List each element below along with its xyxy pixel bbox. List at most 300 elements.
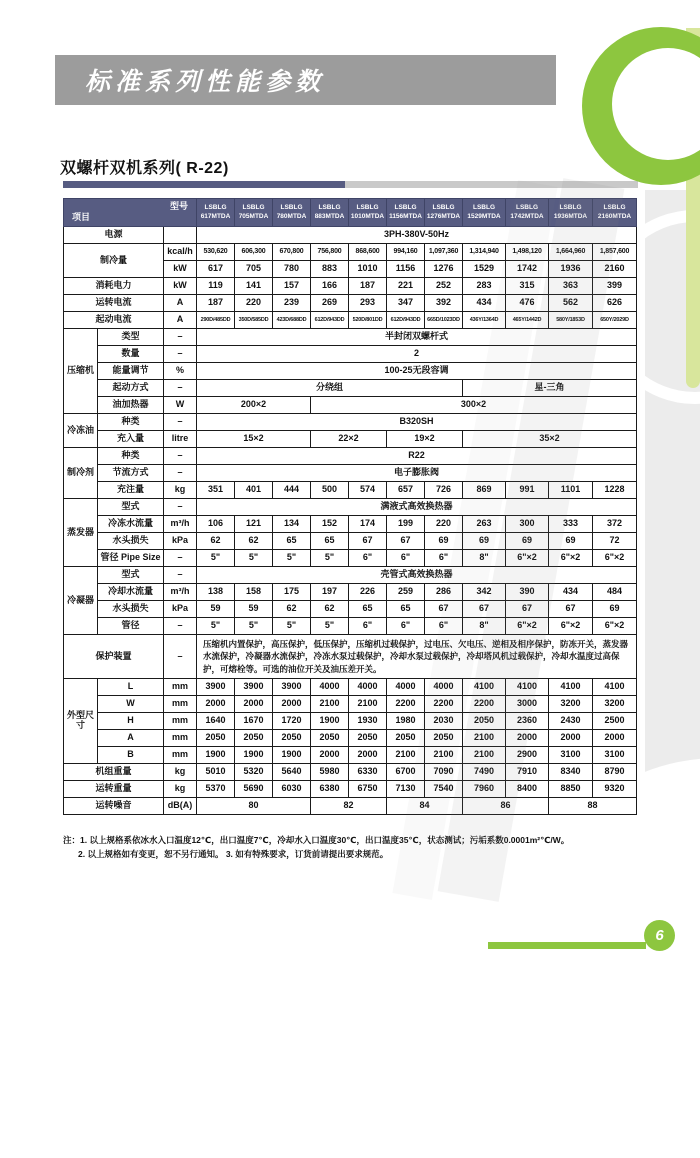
table-row <box>64 516 637 533</box>
model-brand: LSBLG <box>356 203 379 211</box>
value-cell: 5" <box>235 550 273 567</box>
unit-cell: kg <box>164 763 197 780</box>
value-cell: 187 <box>349 278 387 295</box>
group-label: 冷凝器 <box>64 567 98 635</box>
model-brand: LSBLG <box>603 203 626 211</box>
value-cell: 5010 <box>197 763 235 780</box>
value-cell: 530,620 <box>197 244 235 261</box>
corner-cell <box>64 199 197 227</box>
value-cell: 423D/688DD <box>273 312 311 329</box>
notes <box>63 833 633 862</box>
spec-table-body <box>64 227 637 815</box>
row-label: 冷冻水流量 <box>98 516 164 533</box>
value-cell: 2050 <box>463 712 506 729</box>
table-row <box>64 499 637 516</box>
value-cell: 80 <box>197 797 311 814</box>
unit-cell: kW <box>164 278 197 295</box>
value-cell: 2900 <box>506 746 549 763</box>
value-cell: 62 <box>197 533 235 550</box>
value-cell: 3900 <box>235 678 273 695</box>
value-cell: 5" <box>311 550 349 567</box>
row-label: H <box>98 712 164 729</box>
value-cell: 69 <box>549 533 593 550</box>
value-cell: 1670 <box>235 712 273 729</box>
value-cell: 2050 <box>197 729 235 746</box>
table-row <box>64 729 637 746</box>
table-row <box>64 635 637 679</box>
model-header-cell <box>197 199 235 227</box>
value-cell: 221 <box>387 278 425 295</box>
row-label: 管径 <box>98 618 164 635</box>
value-cell: 8" <box>463 618 506 635</box>
row-label: 充入量 <box>98 431 164 448</box>
value-cell: 6"×2 <box>549 550 593 567</box>
value-cell: 665D/1023DD <box>425 312 463 329</box>
value-cell: 6380 <box>311 780 349 797</box>
unit-cell <box>164 227 197 244</box>
value-cell: 2100 <box>349 695 387 712</box>
value-cell: 5" <box>197 618 235 635</box>
unit-cell: dB(A) <box>164 797 197 814</box>
value-cell: 372 <box>593 516 637 533</box>
value-cell: 293 <box>349 295 387 312</box>
table-row <box>64 244 637 261</box>
value-cell: 187 <box>197 295 235 312</box>
value-cell: 1101 <box>549 482 593 499</box>
value-cell: 434 <box>549 584 593 601</box>
value-cell: 15×2 <box>197 431 311 448</box>
model-code: 1529MTDA <box>467 212 501 220</box>
value-cell: 2000 <box>197 695 235 712</box>
unit-cell: – <box>164 414 197 431</box>
value-cell: 1,314,940 <box>463 244 506 261</box>
row-label: 保护装置 <box>64 635 164 679</box>
unit-cell: – <box>164 329 197 346</box>
value-cell: 6030 <box>273 780 311 797</box>
value-cell: 3PH-380V-50Hz <box>197 227 637 244</box>
value-cell: 401 <box>235 482 273 499</box>
unit-cell: mm <box>164 712 197 729</box>
value-cell: 86 <box>463 797 549 814</box>
value-cell: 351 <box>197 482 235 499</box>
table-row <box>64 482 637 499</box>
unit-cell: kPa <box>164 601 197 618</box>
table-row <box>64 448 637 465</box>
value-cell: 220 <box>235 295 273 312</box>
value-cell: 7130 <box>387 780 425 797</box>
value-cell: 259 <box>387 584 425 601</box>
value-cell: 6" <box>387 618 425 635</box>
value-cell: 300 <box>506 516 549 533</box>
model-code: 1936MTDA <box>553 212 588 220</box>
row-label: 水头损失 <box>98 601 164 618</box>
value-cell: 半封闭双螺杆式 <box>197 329 637 346</box>
value-cell: 520D/801DD <box>349 312 387 329</box>
model-brand: LSBLG <box>204 203 227 211</box>
value-cell: 166 <box>311 278 349 295</box>
value-cell: 1900 <box>311 712 349 729</box>
value-cell: 220 <box>425 516 463 533</box>
value-cell: 226 <box>349 584 387 601</box>
group-label: 外型尺寸 <box>64 678 98 763</box>
value-cell: 3900 <box>197 678 235 695</box>
row-label: 型式 <box>98 567 164 584</box>
value-cell: 286 <box>425 584 463 601</box>
value-cell: 2050 <box>425 729 463 746</box>
value-cell: 347 <box>387 295 425 312</box>
value-cell: 6700 <box>387 763 425 780</box>
model-code: 2160MTDA <box>597 212 632 220</box>
table-row <box>64 746 637 763</box>
row-label: 油加热器 <box>98 397 164 414</box>
value-cell: 8340 <box>549 763 593 780</box>
value-cell: 883 <box>311 261 349 278</box>
value-cell: 756,800 <box>311 244 349 261</box>
value-cell: 157 <box>273 278 311 295</box>
value-cell: 2000 <box>549 729 593 746</box>
value-cell: 476 <box>506 295 549 312</box>
value-cell: 2 <box>197 346 637 363</box>
model-code: 705MTDA <box>238 212 269 220</box>
table-row <box>64 329 637 346</box>
table-row <box>64 584 637 601</box>
table-row <box>64 397 637 414</box>
table-row <box>64 414 637 431</box>
section-title: 双螺杆双机系列( R-22) <box>60 160 229 177</box>
model-brand: LSBLG <box>318 203 341 211</box>
value-cell: 2030 <box>425 712 463 729</box>
model-header-cell <box>463 199 506 227</box>
value-cell: 7490 <box>463 763 506 780</box>
value-cell: 8850 <box>549 780 593 797</box>
value-cell: 2000 <box>311 746 349 763</box>
value-cell: 65 <box>311 533 349 550</box>
value-cell: 6" <box>349 618 387 635</box>
model-code: 883MTDA <box>314 212 345 220</box>
value-cell: 8400 <box>506 780 549 797</box>
value-cell: 390 <box>506 584 549 601</box>
row-label: A <box>98 729 164 746</box>
model-code: 1010MTDA <box>350 212 385 220</box>
value-cell: 6"×2 <box>549 618 593 635</box>
row-label: 水头损失 <box>98 533 164 550</box>
table-row <box>64 780 637 797</box>
value-cell: 62 <box>273 601 311 618</box>
value-cell: 484 <box>593 584 637 601</box>
unit-cell: m³/h <box>164 516 197 533</box>
value-cell: 67 <box>425 601 463 618</box>
page-number: 6 <box>655 927 664 944</box>
value-cell: 263 <box>463 516 506 533</box>
value-cell: 5980 <box>311 763 349 780</box>
unit-cell: kPa <box>164 533 197 550</box>
model-header-cell <box>593 199 637 227</box>
table-row <box>64 550 637 567</box>
value-cell: 1640 <box>197 712 235 729</box>
value-cell: 6" <box>425 550 463 567</box>
value-cell: 5" <box>273 550 311 567</box>
table-row <box>64 346 637 363</box>
value-cell: 9320 <box>593 780 637 797</box>
value-cell: 670,800 <box>273 244 311 261</box>
row-label: 冷却水流量 <box>98 584 164 601</box>
unit-cell: mm <box>164 678 197 695</box>
value-cell: 2050 <box>235 729 273 746</box>
value-cell: 3900 <box>273 678 311 695</box>
value-cell: 174 <box>349 516 387 533</box>
row-label: W <box>98 695 164 712</box>
title-bar-decoration <box>63 181 638 188</box>
value-cell: 6" <box>425 618 463 635</box>
value-cell: 106 <box>197 516 235 533</box>
value-cell: 1900 <box>197 746 235 763</box>
value-cell: 2050 <box>311 729 349 746</box>
value-cell: 6" <box>387 550 425 567</box>
value-cell: B320SH <box>197 414 637 431</box>
value-cell: 6" <box>349 550 387 567</box>
unit-cell: kg <box>164 780 197 797</box>
value-cell: 626 <box>593 295 637 312</box>
value-cell: 3200 <box>593 695 637 712</box>
value-cell: 1936 <box>549 261 593 278</box>
model-brand: LSBLG <box>242 203 265 211</box>
value-cell: 175 <box>273 584 311 601</box>
model-code: 1156MTDA <box>389 212 422 220</box>
row-label: 制冷量 <box>64 244 164 278</box>
value-cell: 239 <box>273 295 311 312</box>
model-brand: LSBLG <box>472 203 496 211</box>
row-label: 种类 <box>98 414 164 431</box>
group-label: 蒸发器 <box>64 499 98 567</box>
value-cell: 2050 <box>273 729 311 746</box>
value-cell: 1,664,960 <box>549 244 593 261</box>
value-cell: 444 <box>273 482 311 499</box>
model-header-cell <box>273 199 311 227</box>
unit-cell: – <box>164 448 197 465</box>
value-cell: 2100 <box>425 746 463 763</box>
row-label: 类型 <box>98 329 164 346</box>
model-header-cell <box>506 199 549 227</box>
unit-cell: litre <box>164 431 197 448</box>
unit-cell: – <box>164 380 197 397</box>
value-cell: 1,097,360 <box>425 244 463 261</box>
model-header-cell <box>235 199 273 227</box>
value-cell: 333 <box>549 516 593 533</box>
value-cell: 电子膨胀阀 <box>197 465 637 482</box>
value-cell: 705 <box>235 261 273 278</box>
value-cell: 2000 <box>235 695 273 712</box>
value-cell: 269 <box>311 295 349 312</box>
unit-cell: kW <box>164 261 197 278</box>
value-cell: 134 <box>273 516 311 533</box>
value-cell: 141 <box>235 278 273 295</box>
value-cell: 2200 <box>463 695 506 712</box>
value-cell: 35×2 <box>463 431 637 448</box>
value-cell: 283 <box>463 278 506 295</box>
value-cell: 1,857,600 <box>593 244 637 261</box>
table-row <box>64 295 637 312</box>
value-cell: 994,160 <box>387 244 425 261</box>
table-row <box>64 678 637 695</box>
value-cell: 69 <box>506 533 549 550</box>
value-cell: 121 <box>235 516 273 533</box>
value-cell: 2050 <box>387 729 425 746</box>
row-label: 电源 <box>64 227 164 244</box>
value-cell: 2100 <box>311 695 349 712</box>
value-cell: 67 <box>549 601 593 618</box>
value-cell: 657 <box>387 482 425 499</box>
unit-cell: % <box>164 363 197 380</box>
value-cell: 22×2 <box>311 431 387 448</box>
unit-cell: A <box>164 295 197 312</box>
value-cell: 2360 <box>506 712 549 729</box>
value-cell: 300×2 <box>311 397 637 414</box>
value-cell: 119 <box>197 278 235 295</box>
unit-cell: – <box>164 618 197 635</box>
value-cell: 4100 <box>463 678 506 695</box>
group-label: 制冷剂 <box>64 448 98 499</box>
value-cell: 7910 <box>506 763 549 780</box>
value-cell: 100-25无段容调 <box>197 363 637 380</box>
value-cell: 465Y/1442D <box>506 312 549 329</box>
row-label: L <box>98 678 164 695</box>
value-cell: 1720 <box>273 712 311 729</box>
unit-cell: – <box>164 499 197 516</box>
unit-cell: mm <box>164 729 197 746</box>
row-label: 型式 <box>98 499 164 516</box>
value-cell: 2000 <box>349 746 387 763</box>
model-header-row <box>64 199 637 227</box>
table-row <box>64 227 637 244</box>
row-label: 种类 <box>98 448 164 465</box>
value-cell: 562 <box>549 295 593 312</box>
title-bar-blue-segment <box>63 181 345 188</box>
value-cell: 8" <box>463 550 506 567</box>
value-cell: 5690 <box>235 780 273 797</box>
banner <box>55 55 556 105</box>
table-row <box>64 465 637 482</box>
value-cell: 69 <box>593 601 637 618</box>
value-cell: 4000 <box>311 678 349 695</box>
group-label: 冷冻油 <box>64 414 98 448</box>
value-cell: 67 <box>349 533 387 550</box>
unit-cell: m³/h <box>164 584 197 601</box>
corner-item-label: 项目 <box>72 212 91 223</box>
row-label: 消耗电力 <box>64 278 164 295</box>
table-row <box>64 278 637 295</box>
value-cell: 2000 <box>593 729 637 746</box>
value-cell: 138 <box>197 584 235 601</box>
value-cell: 315 <box>506 278 549 295</box>
value-cell: 6750 <box>349 780 387 797</box>
value-cell: 7540 <box>425 780 463 797</box>
model-brand: LSBLG <box>559 203 582 211</box>
unit-cell: – <box>164 550 197 567</box>
value-cell: 617 <box>197 261 235 278</box>
value-cell: 1010 <box>349 261 387 278</box>
group-label: 压缩机 <box>64 329 98 414</box>
table-row <box>64 695 637 712</box>
value-cell: 84 <box>387 797 463 814</box>
value-cell: 158 <box>235 584 273 601</box>
table-row <box>64 533 637 550</box>
value-cell: 252 <box>425 278 463 295</box>
value-cell: 5" <box>311 618 349 635</box>
model-brand: LSBLG <box>432 203 455 211</box>
row-label: 运转重量 <box>64 780 164 797</box>
value-cell: 392 <box>425 295 463 312</box>
table-row <box>64 567 637 584</box>
value-cell: R22 <box>197 448 637 465</box>
value-cell: 197 <box>311 584 349 601</box>
table-row <box>64 618 637 635</box>
value-cell: 612D/943DD <box>311 312 349 329</box>
value-cell: 6"×2 <box>506 618 549 635</box>
value-cell: 4000 <box>425 678 463 695</box>
value-cell: 1980 <box>387 712 425 729</box>
model-code: 780MTDA <box>276 212 307 220</box>
value-cell: 65 <box>349 601 387 618</box>
banner-title: 标准系列性能参数 <box>85 68 326 96</box>
unit-cell: – <box>164 346 197 363</box>
value-cell: 199 <box>387 516 425 533</box>
value-cell: 5" <box>197 550 235 567</box>
value-cell: 压缩机内置保护，高压保护，低压保护，压缩机过载保护，过电压、欠电压、逆相及相序保护，防冻开关，蒸发器水流保护，冷凝器水流保护，冷冻水泵过载保护，冷却水泵过载保护，冷却塔风机过载保护，冷却水温度过高保护，可熔栓等。可选的油位开关及油压差开关。 <box>197 635 637 679</box>
unit-cell: – <box>164 635 197 679</box>
table-row <box>64 601 637 618</box>
value-cell: 5" <box>273 618 311 635</box>
value-cell: 1,498,120 <box>506 244 549 261</box>
table-row <box>64 763 637 780</box>
table-row <box>64 312 637 329</box>
unit-cell: kcal/h <box>164 244 197 261</box>
row-label: 数量 <box>98 346 164 363</box>
model-header-cell <box>549 199 593 227</box>
value-cell: 65 <box>387 601 425 618</box>
value-cell: 满液式高效换热器 <box>197 499 637 516</box>
table-row <box>64 797 637 814</box>
value-cell: 67 <box>506 601 549 618</box>
row-label: 管径 Pipe Size <box>98 550 164 567</box>
value-cell: 726 <box>425 482 463 499</box>
value-cell: 4000 <box>387 678 425 695</box>
row-label: 能量调节 <box>98 363 164 380</box>
value-cell: 1742 <box>506 261 549 278</box>
model-code: 1276MTDA <box>426 212 461 220</box>
value-cell: 3100 <box>593 746 637 763</box>
unit-cell: mm <box>164 695 197 712</box>
value-cell: 1228 <box>593 482 637 499</box>
value-cell: 580Y/1853D <box>549 312 593 329</box>
model-code: 617MTDA <box>200 212 231 220</box>
value-cell: 350D/585DD <box>235 312 273 329</box>
value-cell: 200×2 <box>197 397 311 414</box>
value-cell: 59 <box>197 601 235 618</box>
unit-cell: – <box>164 465 197 482</box>
table-row <box>64 712 637 729</box>
value-cell: 1900 <box>235 746 273 763</box>
value-cell: 6"×2 <box>593 550 637 567</box>
value-cell: 7090 <box>425 763 463 780</box>
white-bottom-circle-decoration <box>518 758 700 1158</box>
unit-cell: A <box>164 312 197 329</box>
value-cell: 5320 <box>235 763 273 780</box>
value-cell: 2100 <box>387 746 425 763</box>
table-row <box>64 380 637 397</box>
value-cell: 2200 <box>387 695 425 712</box>
value-cell: 4100 <box>549 678 593 695</box>
row-label: B <box>98 746 164 763</box>
